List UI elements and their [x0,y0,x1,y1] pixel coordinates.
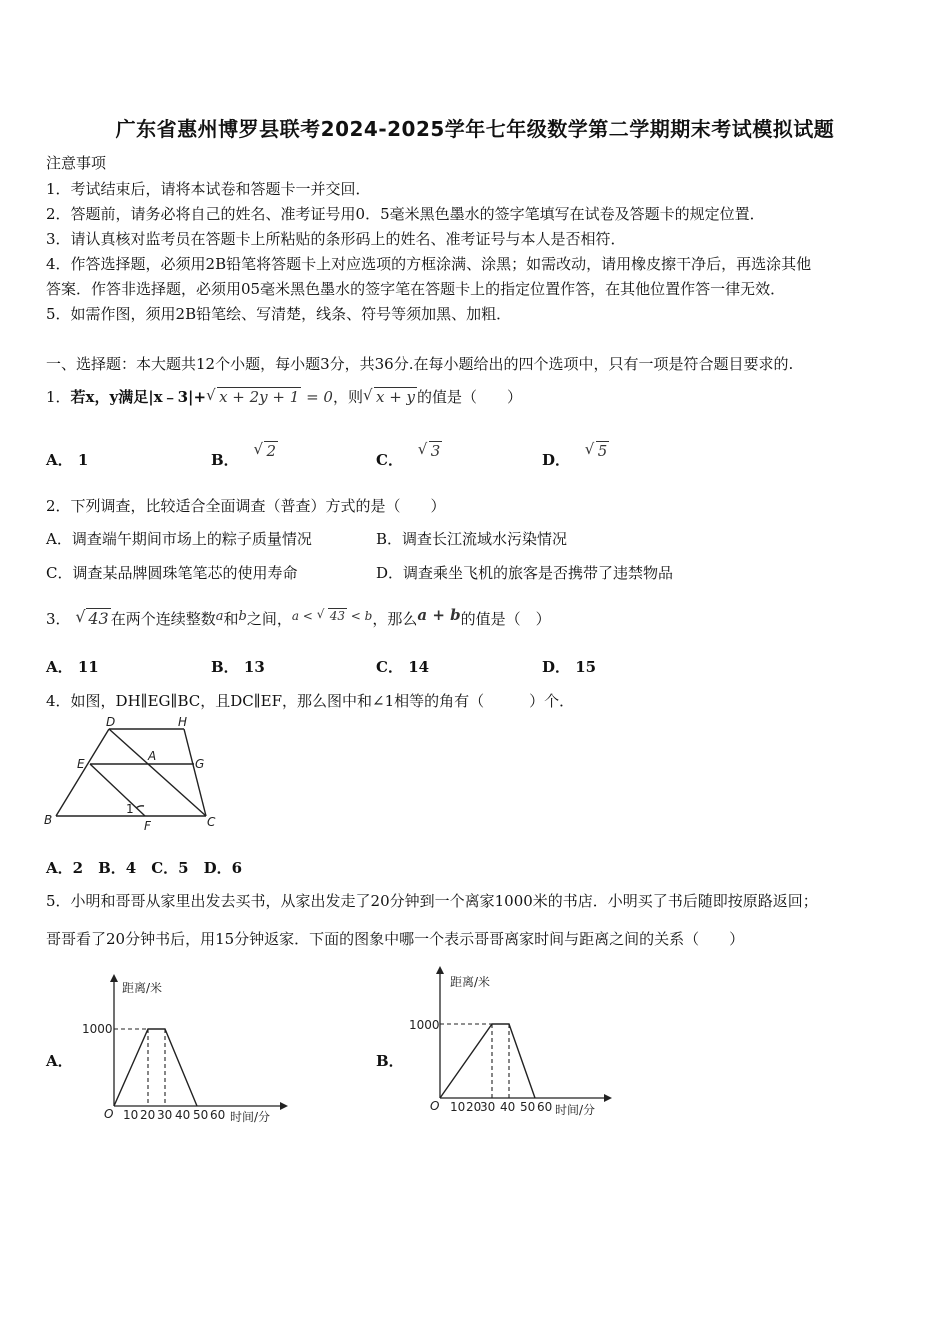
x-axis-arrow [604,1094,612,1102]
x-axis-arrow [280,1102,288,1110]
graph-a-xtick-60: 60 [210,1108,226,1122]
angle-1-arc [136,806,144,808]
notice-item-3: 3．请认真核对监考员在答题卡上所粘贴的条形码上的姓名、准考证号与本人是否相符． [46,230,626,248]
graph-a-xtick-50: 50 [193,1108,209,1122]
q1-sqrt-1: √ x + 2y + 1 [206,386,300,406]
q5-graph-b [409,966,615,1126]
question-4: 4．如图，DH∥EG∥BC，且DC∥EF，那么图中和∠1相等的角有（ ）个． [46,692,575,710]
label-a: A [148,749,157,763]
q3-sum: a + b [417,606,461,624]
question-5-line-2: 哥哥看了20分钟书后，用15分钟返家．下面的图象中哪一个表示哥哥离家时间与距离之间的关系（ ） [46,930,745,948]
question-5-line-1: 5．小明和哥哥从家里出发去买书，从家出发走了20分钟到一个离家1000米的书店．小明买了书后随即按原路返回； [46,892,818,910]
graph-a-xtick-30: 30 [157,1108,173,1122]
q4-options[interactable]: A．2 B．4 C．5 D．6 [46,859,243,877]
graph-a-line [114,1029,197,1106]
section-heading: 一、选择题：本大题共12个小题，每小题3分，共36分.在每小题给出的四个选项中，只有一项是符合题目要求的. [46,355,794,373]
graph-b-xtick-60: 60 [537,1100,553,1114]
q1-expr1: x + 2y + 1 [219,388,300,406]
graph-a-origin: O [104,1107,114,1121]
graph-b-xtick-20: 20 [466,1100,482,1114]
q3-option-b[interactable]: B． 13 [211,658,265,676]
q3-number: 3． [46,610,71,628]
graph-b-xlabel: 时间/分 [555,1103,596,1117]
q3-var-a: a [215,609,224,624]
notice-item-4-cont: 答案．作答非选择题，必须用05毫米黑色墨水的签字笔在答题卡上的指定位置作答，在其他位置作答一律无效． [46,280,786,298]
graph-a-xlabel: 时间/分 [230,1110,271,1124]
y-axis-arrow [436,966,444,974]
graph-b-ylabel: 距离/米 [450,975,491,989]
label-h: H [178,715,188,729]
graph-a-xtick-10: 10 [123,1108,139,1122]
q1-expr2: x + y [375,388,416,406]
notice-heading: 注意事项 [46,154,107,172]
graph-b-xtick-40: 40 [500,1100,516,1114]
graph-b-origin: O [430,1099,440,1113]
q1-pre: 若x，y满足|x﹣3|+ [70,388,207,406]
segment-hc [184,729,206,816]
graph-a-xtick-40: 40 [175,1108,191,1122]
graph-a-ylabel: 距离/米 [122,981,163,995]
notice-item-4: 4．作答选择题，必须用2B铅笔将答题卡上对应选项的方框涂满、涂黑；如需改动，请用橡皮擦干净后，再选涂其他 [46,255,812,273]
graph-b-ytick: 1000 [409,1018,440,1032]
graph-b-line [440,1024,535,1098]
q1-option-b[interactable]: B． √ 2 [211,440,277,469]
q2-option-c[interactable]: C．调查某品牌圆珠笔笔芯的使用寿命 [46,564,298,582]
q3-option-c[interactable]: C． 14 [376,658,430,676]
q3-text-1: 在两个连续整数 [110,610,216,628]
label-d: D [106,715,116,729]
graph-b-xtick-50: 50 [520,1100,536,1114]
q2-option-d[interactable]: D．调查乘坐飞机的旅客是否携带了违禁物品 [376,564,674,582]
graph-a-xtick-20: 20 [140,1108,156,1122]
label-angle-1: 1 [126,802,134,816]
question-3: 3． √ 43 在两个连续整数a和b之间，$^{a < √ 43 < b}$，那么a + b的值是（ ） [46,606,551,628]
label-f: F [144,819,151,833]
label-g: G [195,757,205,771]
q1-sqrt-2: √ x + y [362,386,416,406]
notice-item-1: 1．考试结束后，请将本试卷和答题卡一并交回． [46,180,371,198]
graph-a-ytick: 1000 [82,1022,113,1036]
q1-post: 的值是（ ） [417,388,523,406]
graph-b-xtick-30: 30 [480,1100,496,1114]
q3-option-d[interactable]: D． 15 [542,658,597,676]
q5-option-b[interactable]: B． [376,1052,404,1070]
q4-figure [40,712,230,837]
y-axis-arrow [110,974,118,982]
q1-mid: ，则 [332,388,363,406]
page-title: 广东省惠州博罗县联考2024-2025学年七年级数学第二学期期末考试模拟试题 [115,117,835,141]
graph-b-xtick-10: 10 [450,1100,466,1114]
q1-option-d[interactable]: D． √ 5 [542,440,608,469]
q5-option-a[interactable]: A． [46,1052,73,1070]
q1-eq: = 0 [301,388,333,406]
q2-option-b[interactable]: B．调查长江流域水污染情况 [376,530,568,548]
q3-option-a[interactable]: A． 11 [46,658,99,676]
segment-dc [109,729,206,816]
question-2: 2．下列调查，比较适合全面调查（普查）方式的是（ ） [46,497,446,515]
q1-option-c[interactable]: C． √ 3 [376,440,441,469]
segment-db [56,729,109,816]
q3-sqrt: √ 43 [75,607,109,628]
q3-var-b: b [238,609,247,624]
notice-item-5: 5．如需作图，须用2B铅笔绘、写清楚，线条、符号等须加黑、加粗． [46,305,512,323]
notice-item-2: 2．答题前，请务必将自己的姓名、准考证号用0．5毫米黑色墨水的签字笔填写在试卷及答题卡的规定位置． [46,205,765,223]
q5-graph-a [82,972,290,1132]
label-c: C [207,815,216,829]
label-e: E [77,757,85,771]
question-1 [46,386,522,407]
q1-option-a[interactable]: A． 1 [46,451,89,469]
q3-inequality: a < √ 43 < b [291,607,373,623]
q2-option-a[interactable]: A．调查端午期间市场上的粽子质量情况 [46,530,312,548]
q1-number: 1． [46,388,71,406]
label-b: B [44,813,53,827]
